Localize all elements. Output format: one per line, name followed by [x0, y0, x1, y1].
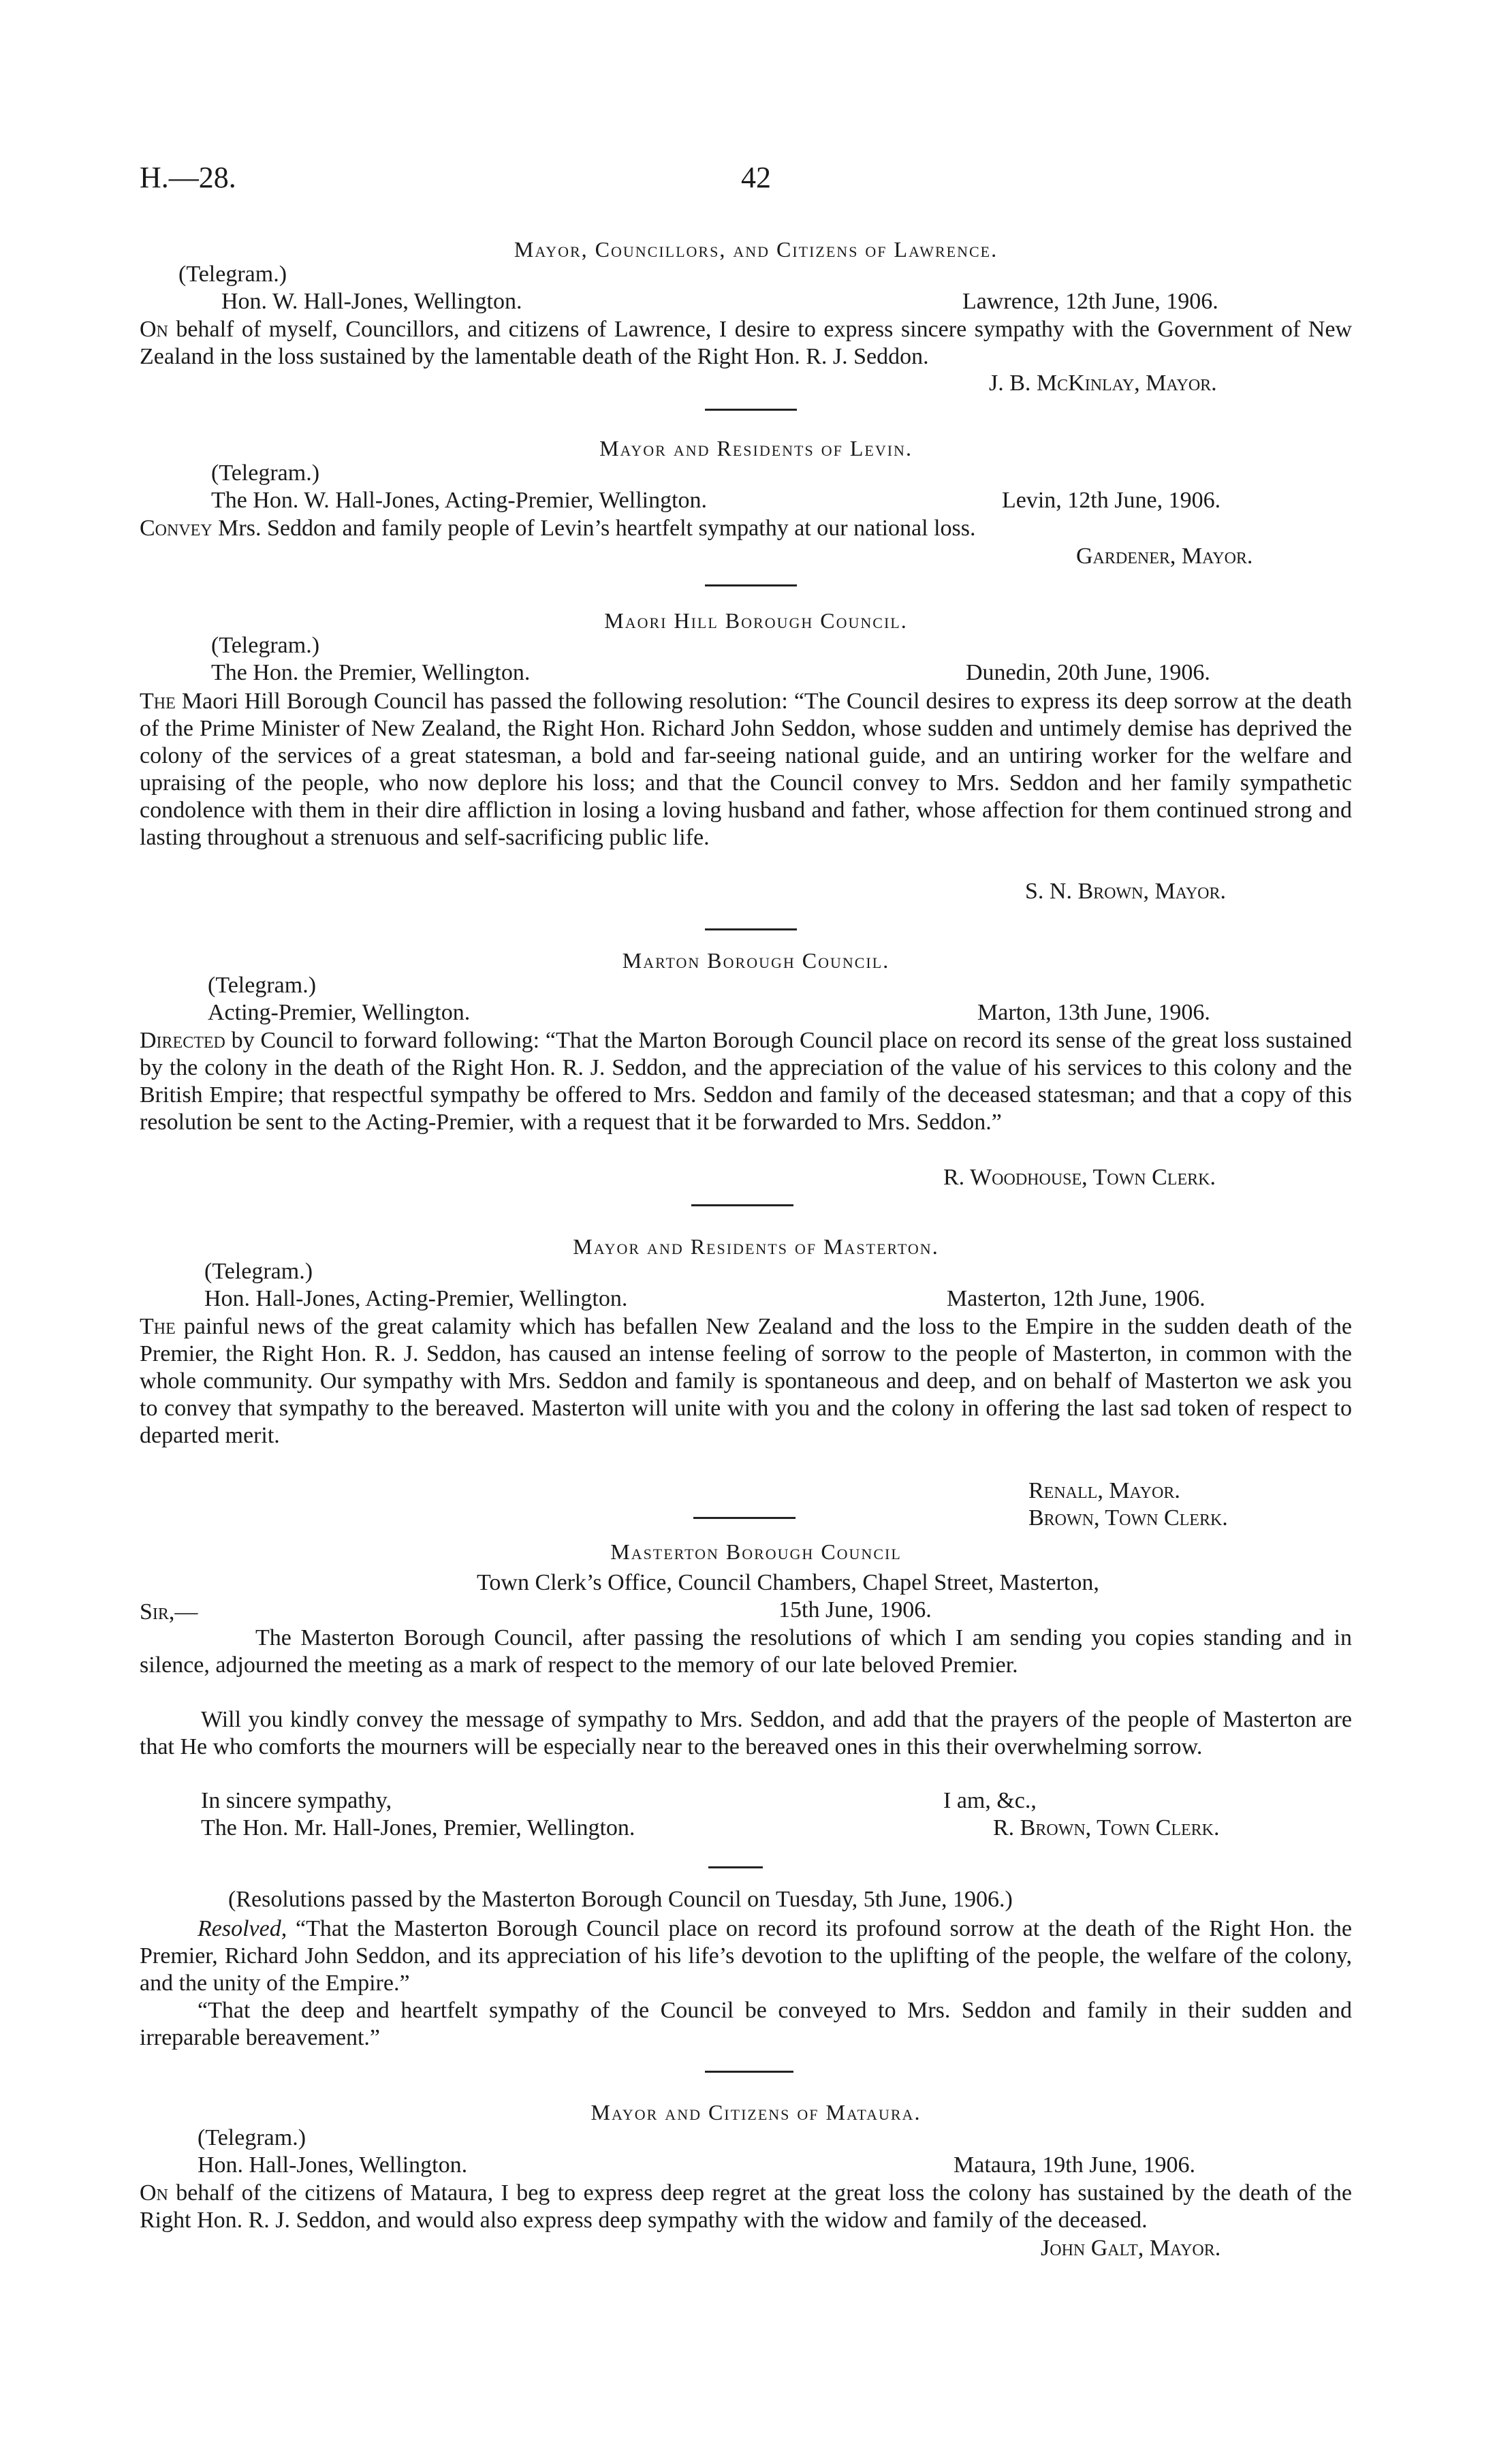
signature-mayor: Renall, Mayor. [1028, 1478, 1180, 1503]
divider [691, 1204, 793, 1206]
telegram-label: (Telegram.) [178, 262, 287, 287]
resolutions-heading: (Resolutions passed by the Masterton Borough Council on Tuesday, 5th June, 1906.) [228, 1887, 1013, 1912]
addressee: The Hon. W. Hall-Jones, Acting-Premier, Wellington. [211, 488, 708, 513]
telegram-label: (Telegram.) [208, 973, 317, 998]
signature: R. Brown, Town Clerk. [993, 1815, 1220, 1840]
place-date: Dunedin, 20th June, 1906. [966, 660, 1210, 685]
place-date: Mataura, 19th June, 1906. [954, 2152, 1196, 2178]
addressee: The Hon. the Premier, Wellington. [211, 660, 531, 685]
resolution-1: Resolved, “That the Masterton Borough Council place on record its profound sorrow at the death of the Right Hon. the Premier, Richard John Seddon, and its appreciation of his life’s devotion to the uplifting of the people, the welfare of the colony, and the unity of the Empire.” [140, 1916, 1352, 1996]
divider [693, 1517, 796, 1519]
telegram-label: (Telegram.) [204, 1259, 313, 1284]
signature: R. Woodhouse, Town Clerk. [943, 1165, 1216, 1190]
signature-clerk: Brown, Town Clerk. [1028, 1505, 1228, 1531]
divider [705, 584, 797, 586]
message-body: The painful news of the great calamity which has befallen New Zealand and the loss to the Empire in the sudden death of the Premier, the Right Hon. R. J. Seddon, has caused an intense feeling of sorrow to the people of Masterton, in common with the whole community. Our sympathy with Mrs. Seddon and family is spontaneous and deep, and on behalf of Masterton we ask you to convey that sympathy to the bereaved. Masterton will unite with you and the colony in offering the last sad token of respect to departed merit. [140, 1314, 1352, 1448]
resolution-2: “That the deep and heartfelt sympathy of the Council be conveyed to Mrs. Seddon and family in their sudden and irreparable bereavement.” [140, 1998, 1352, 2050]
place-date: Levin, 12th June, 1906. [1002, 488, 1221, 513]
addressee: Hon. Hall-Jones, Wellington. [198, 2152, 468, 2178]
addressee: Hon. Hall-Jones, Acting-Premier, Wellington. [204, 1286, 628, 1311]
message-body: The Maori Hill Borough Council has passed the following resolution: “The Council desires to express its deep sorrow at the death of the Prime Minister of New Zealand, the Right Hon. Richard John Seddon, whose sudden and untimely demise has deprived the colony of the services of a great statesman, a bold and far-seeing national guide, and an untiring worker for the welfare and upraising of the people, who now deplore his loss; and that the Council convey to Mrs. Seddon and her family sympathetic condolence with them in their dire affliction in losing a loving husband and father, whose affection for them continued strong and lasting throughout a strenuous and self-sacrificing public life. [140, 689, 1352, 850]
place-date: Marton, 13th June, 1906. [977, 1000, 1210, 1025]
letter-paragraph-2: Will you kindly convey the message of sympathy to Mrs. Seddon, and add that the prayers of the people of Masterton are that He who comforts the mourners will be especially near to the bereaved ones in this their overwhelming sorrow. [140, 1707, 1352, 1759]
message-body: On behalf of the citizens of Mataura, I beg to express deep regret at the great loss the colony has sustained by the death of the Right Hon. R. J. Seddon, and would also express deep sympathy with the widow and family of the deceased. [140, 2180, 1352, 2233]
signature: J. B. McKinlay, Mayor. [989, 371, 1217, 396]
section-title-mataura: Mayor and Citizens of Mataura. [590, 2100, 922, 2124]
message-body: Convey Mrs. Seddon and family people of Levin’s heartfelt sympathy at our national loss. [140, 516, 976, 541]
telegram-label: (Telegram.) [198, 2125, 306, 2150]
addressee: Acting-Premier, Wellington. [208, 1000, 471, 1025]
message-body: Directed by Council to forward following: “That the Marton Borough Council place on record its sense of the great loss sustained by the colony in the death of the Right Hon. R. J. Seddon, and the appreciation of the value of his services to this colony and the British Empire; that respectful sympathy be offered to Mrs. Seddon and family of the deceased statesman; and that a copy of this resolution be sent to the Acting-Premier, with a request that it be forwarded to Mrs. Seddon.” [140, 1028, 1352, 1135]
divider [708, 1866, 763, 1868]
addressee: Hon. W. Hall-Jones, Wellington. [221, 289, 522, 314]
letter-date: 15th June, 1906. [778, 1597, 932, 1622]
lead-word: On [140, 317, 168, 342]
divider [705, 409, 797, 411]
telegram-label: (Telegram.) [211, 460, 320, 486]
section-title-masterton: Mayor and Residents of Masterton. [573, 1234, 939, 1259]
signature: Gardener, Mayor. [1076, 544, 1253, 569]
closing: In sincere sympathy, [201, 1788, 392, 1813]
body-text: behalf of myself, Councillors, and citizens of Lawrence, I desire to express sincere sympathy with the Government of New Zealand in the loss sustained by the lamentable death of the Right Hon. R. J. Seddon. [140, 317, 1352, 369]
section-title-masterton-council: Masterton Borough Council [610, 1539, 902, 1564]
telegram-label: (Telegram.) [211, 633, 320, 658]
addressee: The Hon. Mr. Hall-Jones, Premier, Wellington. [201, 1815, 635, 1840]
signature: John Galt, Mayor. [1041, 2236, 1221, 2261]
section-title-marton: Marton Borough Council. [622, 948, 890, 973]
message-body [140, 316, 1352, 371]
letter-paragraph-1: The Masterton Borough Council, after passing the resolutions of which I am sending you copies standing and in silence, adjourned the meeting as a mark of respect to the memory of our late beloved Premier. [140, 1625, 1352, 1678]
section-title-lawrence: Mayor, Councillors, and Citizens of Lawrence. [514, 237, 998, 262]
document-code: H.—28. [140, 161, 236, 194]
divider [705, 928, 797, 930]
page-number: 42 [741, 161, 771, 194]
divider [705, 2071, 793, 2073]
section-title-maori-hill: Maori Hill Borough Council. [604, 608, 908, 633]
section-title-levin: Mayor and Residents of Levin. [599, 436, 913, 460]
place-date: Masterton, 12th June, 1906. [947, 1286, 1206, 1311]
signature: S. N. Brown, Mayor. [1025, 879, 1226, 904]
office-address: Town Clerk’s Office, Council Chambers, Chapel Street, Masterton, [477, 1570, 1099, 1595]
closing-right: I am, &c., [943, 1788, 1037, 1813]
place-date: Lawrence, 12th June, 1906. [962, 289, 1218, 314]
salutation: Sir,— [140, 1599, 198, 1625]
